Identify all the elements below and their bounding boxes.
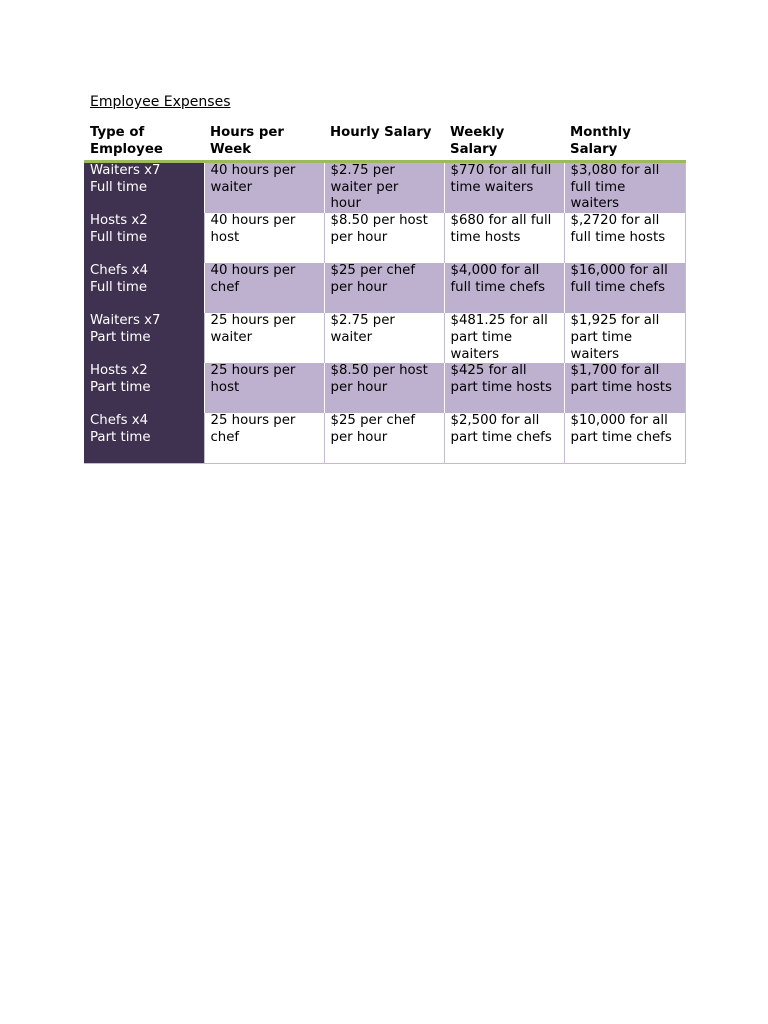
monthly-salary-cell: $3,080 for all full time waiters: [564, 162, 685, 214]
hours-cell: 25 hours per chef: [204, 413, 324, 464]
weekly-salary-cell: $2,500 for all part time chefs: [444, 413, 564, 464]
weekly-salary-cell: $680 for all full time hosts: [444, 213, 564, 263]
hourly-salary-cell: $2.75 per waiter per hour: [324, 162, 444, 214]
employee-type-cell: Waiters x7 Part time: [84, 313, 204, 363]
table-row: [84, 413, 685, 464]
header-hourly-salary: Hourly Salary: [324, 125, 444, 162]
table-row: [84, 162, 685, 214]
header-hours-per-week: Hours per Week: [204, 125, 324, 162]
header-monthly-salary: Monthly Salary: [564, 125, 685, 162]
table-row: [84, 313, 685, 363]
employee-type-cell: Hosts x2 Full time: [84, 213, 204, 263]
header-weekly-salary: Weekly Salary: [444, 125, 564, 162]
monthly-salary-cell: $,2720 for all full time hosts: [564, 213, 685, 263]
weekly-salary-cell: $425 for all part time hosts: [444, 363, 564, 413]
weekly-salary-cell: $481.25 for all part time waiters: [444, 313, 564, 363]
hours-cell: 40 hours per waiter: [204, 162, 324, 214]
employee-expenses-table: [84, 125, 686, 464]
hourly-salary-cell: $25 per chef per hour: [324, 413, 444, 464]
hours-cell: 25 hours per waiter: [204, 313, 324, 363]
hourly-salary-cell: $2.75 per waiter: [324, 313, 444, 363]
table-row: [84, 363, 685, 413]
document-title: Employee Expenses: [90, 94, 231, 110]
weekly-salary-cell: $770 for all full time waiters: [444, 162, 564, 214]
employee-type-cell: Hosts x2 Part time: [84, 363, 204, 413]
header-type-of-employee: Type of Employee: [84, 125, 204, 162]
hourly-salary-cell: $8.50 per host per hour: [324, 213, 444, 263]
hours-cell: 40 hours per chef: [204, 263, 324, 313]
monthly-salary-cell: $1,925 for all part time waiters: [564, 313, 685, 363]
hourly-salary-cell: $25 per chef per hour: [324, 263, 444, 313]
monthly-salary-cell: $10,000 for all part time chefs: [564, 413, 685, 464]
table-header-row: [84, 125, 685, 162]
hours-cell: 25 hours per host: [204, 363, 324, 413]
weekly-salary-cell: $4,000 for all full time chefs: [444, 263, 564, 313]
employee-type-cell: Chefs x4 Part time: [84, 413, 204, 464]
table-row: [84, 263, 685, 313]
hourly-salary-cell: $8.50 per host per hour: [324, 363, 444, 413]
monthly-salary-cell: $16,000 for all full time chefs: [564, 263, 685, 313]
hours-cell: 40 hours per host: [204, 213, 324, 263]
employee-type-cell: Chefs x4 Full time: [84, 263, 204, 313]
table-row: [84, 213, 685, 263]
monthly-salary-cell: $1,700 for all part time hosts: [564, 363, 685, 413]
employee-type-cell: Waiters x7 Full time: [84, 162, 204, 214]
